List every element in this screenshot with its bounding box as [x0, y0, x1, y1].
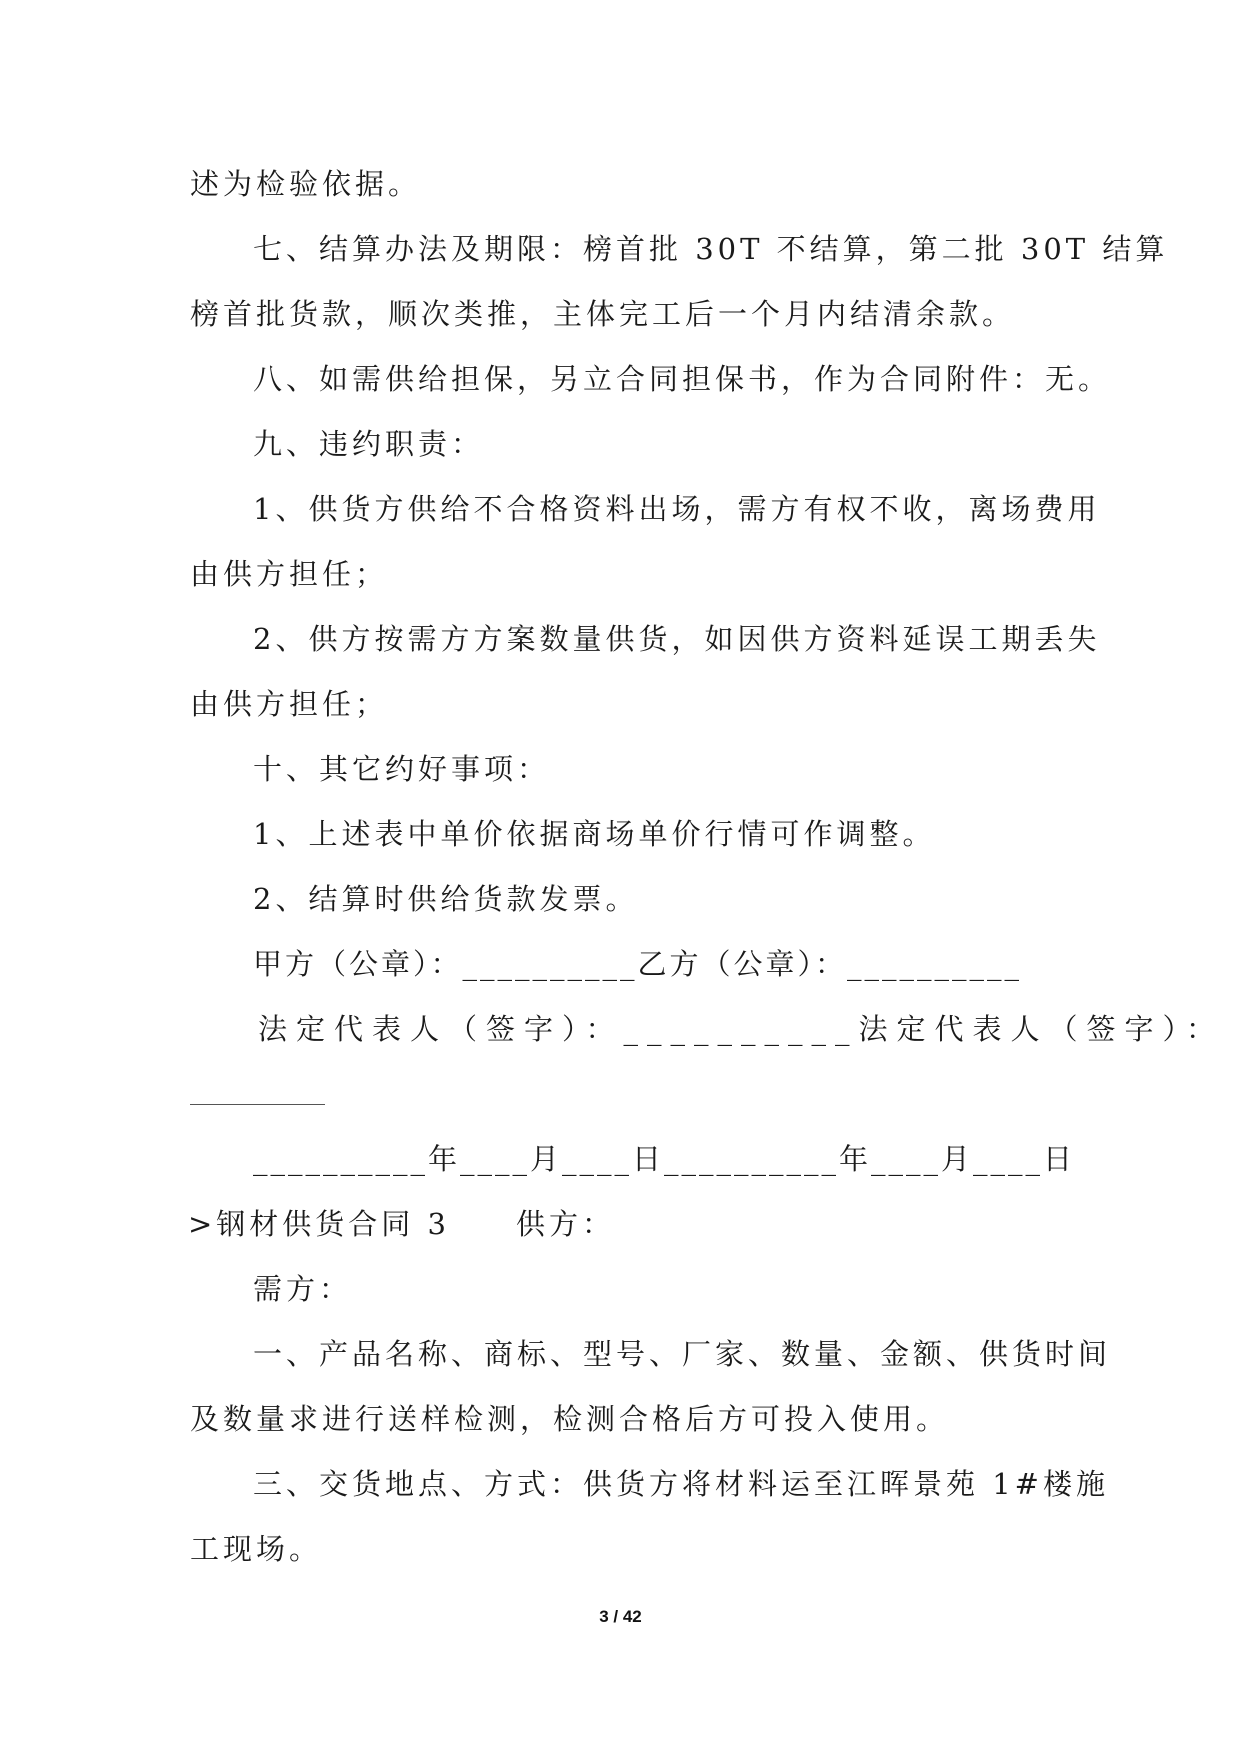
signature-line-seal: 甲方（公章）：__________乙方（公章）：__________ — [253, 947, 1023, 981]
text-line: 十、其它约好事项： — [253, 752, 551, 786]
signature-blank-underline — [190, 1104, 325, 1105]
text-line: 一、产品名称、商标、型号、厂家、数量、金额、供货时间 — [253, 1337, 1112, 1371]
text-line: 工现场。 — [190, 1532, 323, 1566]
text-line: 九、违约职责： — [253, 427, 485, 461]
text-line: 述为检验依据。 — [190, 167, 422, 201]
text-line: 八、如需供给担保，另立合同担保书，作为合同附件：无。 — [253, 362, 1112, 396]
text-line: 2、结算时供给货款发票。 — [253, 882, 639, 916]
text-line: 七、结算办法及期限：榜首批 30T 不结算，第二批 30T 结算 — [253, 232, 1169, 266]
text-line: 1、上述表中单价依据商场单价行情可作调整。 — [253, 817, 936, 851]
text-line: 三、交货地点、方式：供货方将材料运至江晖景苑 1#楼施 — [253, 1467, 1109, 1501]
signature-line-representative: 法定代表人（签字）：__________法定代表人（签字）： — [258, 1012, 1225, 1046]
text-line: 及数量求进行送样检测，检测合格后方可投入使用。 — [190, 1402, 950, 1436]
text-line: 需方： — [253, 1272, 353, 1306]
date-line: __________年____月____日__________年____月____日 — [253, 1142, 1076, 1176]
text-line: 1、供货方供给不合格资料出场，需方有权不收，离场费用 — [253, 492, 1101, 526]
text-line: 由供方担任； — [190, 557, 389, 591]
text-line: 2、供方按需方方案数量供货，如因供方资料延误工期丢失 — [253, 622, 1101, 656]
text-line: 由供方担任； — [190, 687, 389, 721]
text-line: 榜首批货款，顺次类推，主体完工后一个月内结清余款。 — [190, 297, 1016, 331]
page-number: 3 / 42 — [599, 1607, 642, 1626]
section-heading: >钢材供货合同 3 供方： — [188, 1207, 615, 1241]
